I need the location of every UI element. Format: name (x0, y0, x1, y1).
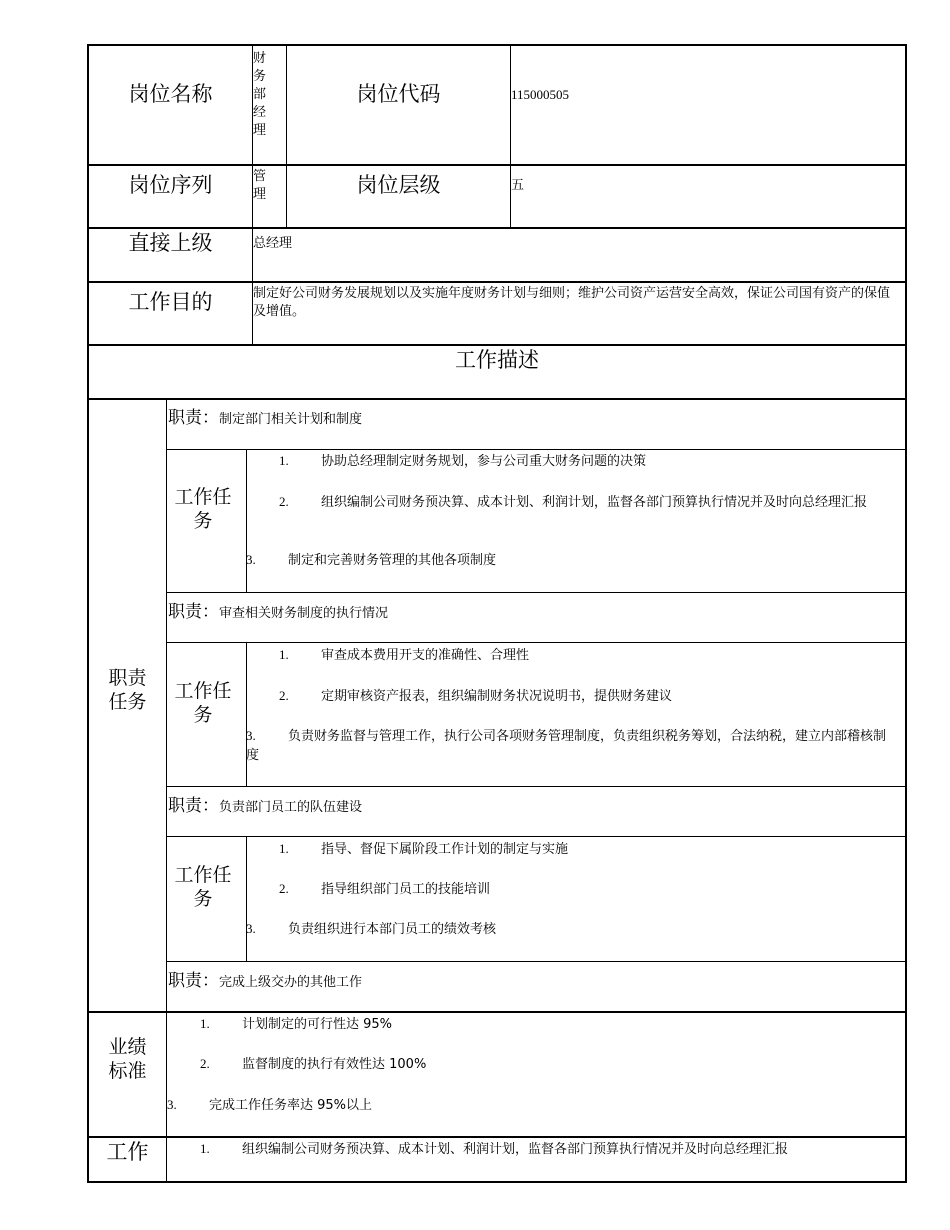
duty-title: 制定部门相关计划和制度 (219, 412, 363, 427)
duty-prefix: 职责： (168, 971, 219, 991)
list-item: 1. 组织编制公司财务预决算、成本计划、利润计划，监督各部门预算执行情况并及时向总经理汇报 (200, 1141, 789, 1157)
duty-row (168, 966, 362, 991)
list-item: 1. 计划制定的可行性达 95% (200, 1016, 393, 1032)
purpose-label: 工作目的 (128, 290, 213, 314)
work-description-title: 工作描述 (455, 348, 539, 372)
list-item: 3. 制定和完善财务管理的其他各项制度 (246, 552, 497, 568)
performance-label: 业绩标准 (108, 1036, 147, 1082)
supervisor-value: 总经理 (253, 236, 293, 251)
duties-section-label: 职责任务 (108, 667, 147, 713)
list-item: 3. 负责财务监督与管理工作，执行公司各项财务管理制度，负责组织税务筹划，合法纳税，建立内部稽核制度 (246, 728, 887, 763)
list-item: 2. 监督制度的执行有效性达 100% (200, 1056, 427, 1072)
list-item: 3. 完成工作任务率达 95%以上 (167, 1097, 373, 1113)
list-item: 1. 指导、督促下属阶段工作计划的制定与实施 (279, 841, 569, 857)
purpose-value: 制定好公司财务发展规划以及实施年度财务计划与细则；维护公司资产运营安全高效，保证公司国有资产的保值及增值。 (253, 286, 891, 319)
list-item: 2. 定期审核资产报表，组织编制财务状况说明书，提供财务建议 (279, 688, 673, 704)
duty-row (168, 403, 362, 428)
task-label: 工作任务 (174, 864, 232, 910)
position-level-value: 五 (511, 178, 525, 193)
position-code-label: 岗位代码 (356, 82, 441, 106)
supervisor-label: 直接上级 (128, 231, 213, 255)
list-item: 1. 协助总经理制定财务规划，参与公司重大财务问题的决策 (279, 453, 647, 469)
duty-row (168, 791, 362, 816)
duty-title: 负责部门员工的队伍建设 (219, 800, 363, 815)
task-label: 工作任务 (174, 680, 232, 726)
position-code-value: 115000505 (511, 87, 570, 102)
duty-prefix: 职责： (168, 408, 219, 428)
list-item: 2. 组织编制公司财务预决算、成本计划、利润计划，监督各部门预算执行情况并及时向总经理汇报 (279, 494, 868, 510)
position-name-value: 财务部经理 (253, 51, 267, 138)
list-item: 1. 审查成本费用开支的准确性、合理性 (279, 647, 530, 663)
duty-title: 审查相关财务制度的执行情况 (219, 606, 389, 621)
duty-prefix: 职责： (168, 602, 219, 622)
position-sequence-value: 管理 (253, 169, 267, 202)
position-name-label: 岗位名称 (128, 82, 213, 106)
position-level-label: 岗位层级 (356, 173, 441, 197)
duty-prefix: 职责： (168, 796, 219, 816)
duty-title: 完成上级交办的其他工作 (219, 975, 363, 990)
list-item: 2. 指导组织部门员工的技能培训 (279, 881, 491, 897)
work-label: 工作 (106, 1140, 149, 1164)
list-item: 3. 负责组织进行本部门员工的绩效考核 (246, 921, 497, 937)
duty-row (168, 597, 388, 622)
position-sequence-label: 岗位序列 (128, 173, 213, 197)
task-label: 工作任务 (174, 486, 232, 532)
